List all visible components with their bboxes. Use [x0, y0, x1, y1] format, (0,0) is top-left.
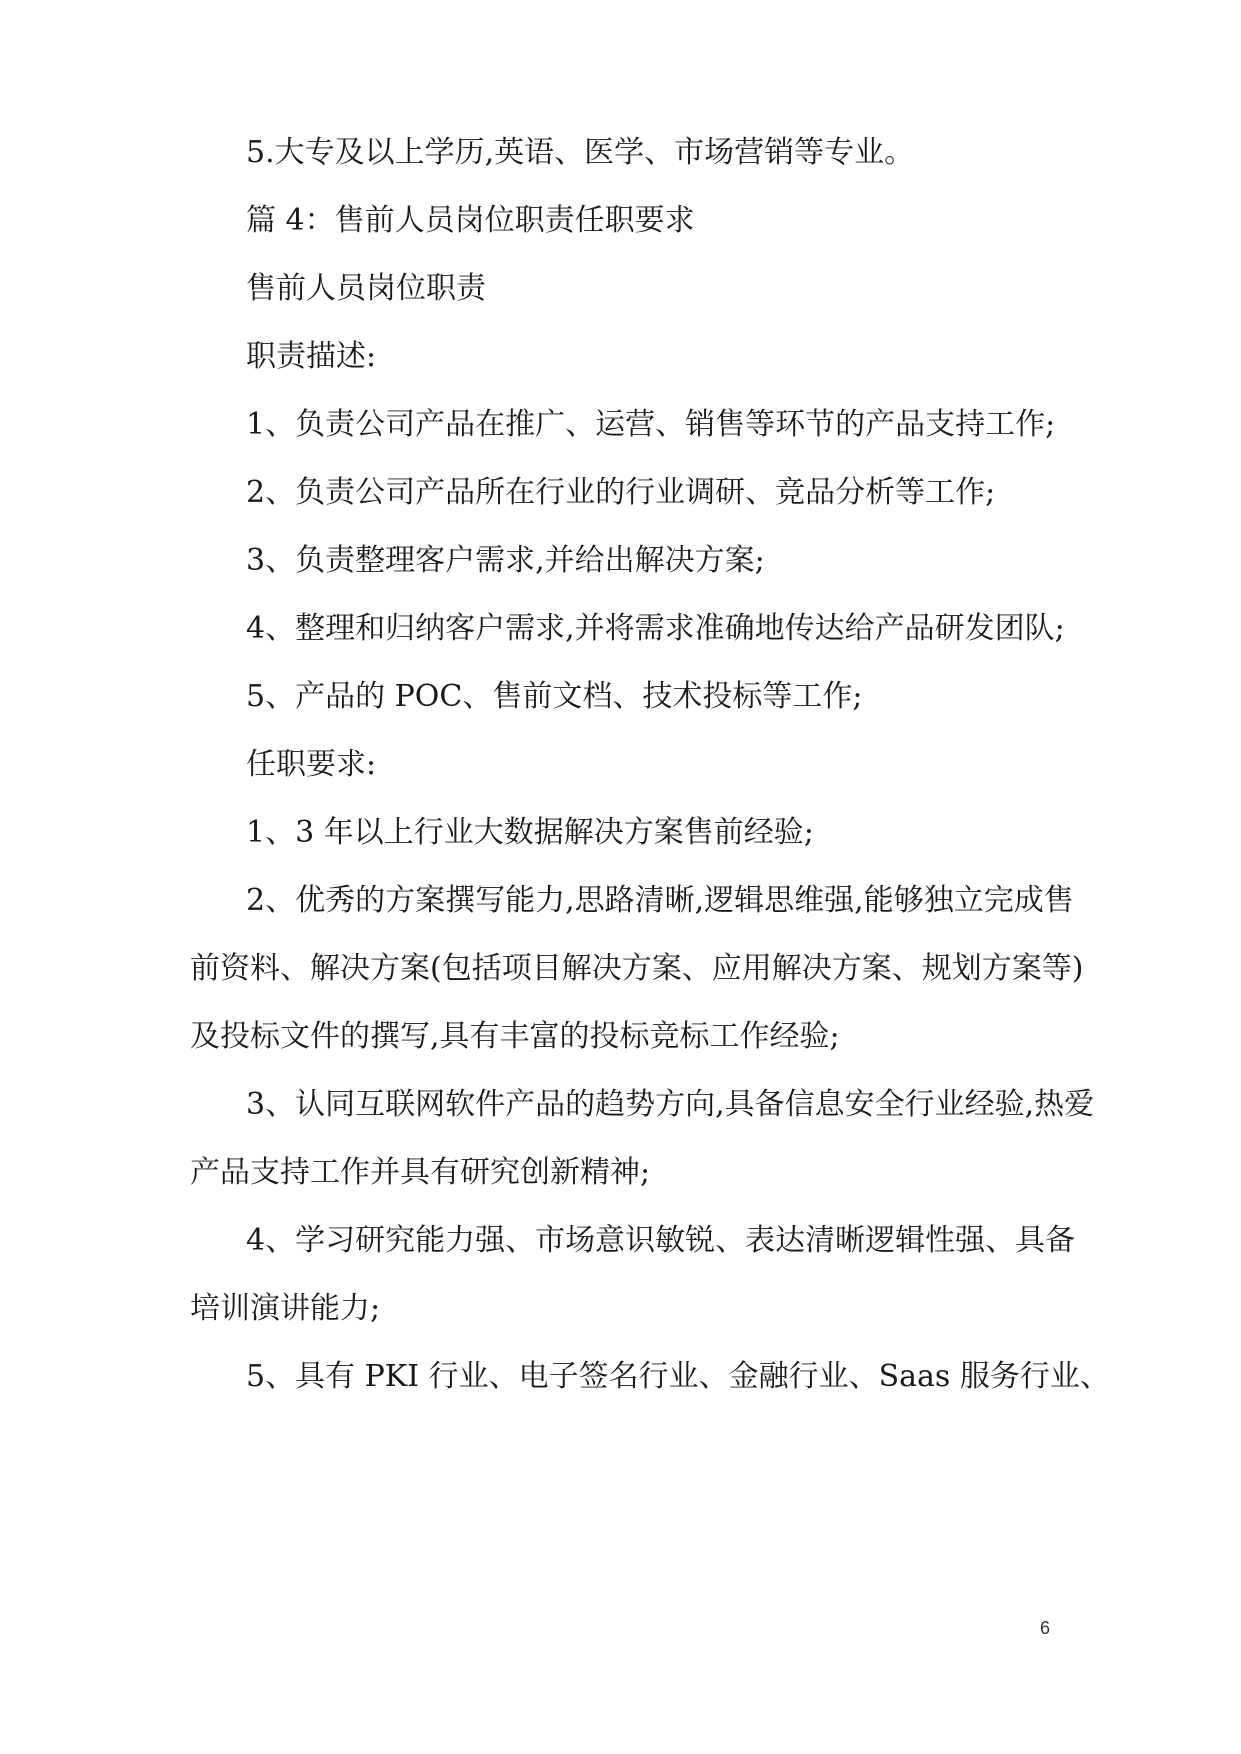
subheading: 任职要求:: [246, 747, 377, 782]
paragraph-line: 5.大专及以上学历,英语、医学、市场营销等专业。: [246, 135, 915, 170]
list-item: 3、认同互联网软件产品的趋势方向,具备信息安全行业经验,热爱: [246, 1087, 1095, 1122]
list-item: 4、学习研究能力强、市场意识敏锐、表达清晰逻辑性强、具备: [246, 1223, 1076, 1258]
list-item: 3、负责整理客户需求,并给出解决方案;: [246, 543, 765, 578]
list-item-continuation: 培训演讲能力;: [190, 1291, 381, 1326]
list-item: 5、具有 PKI 行业、电子签名行业、金融行业、Saas 服务行业、: [246, 1359, 1110, 1394]
list-item: 2、负责公司产品所在行业的行业调研、竞品分析等工作;: [246, 475, 996, 510]
list-item-continuation: 前资料、解决方案(包括项目解决方案、应用解决方案、规划方案等): [190, 951, 1084, 986]
list-item-continuation: 产品支持工作并具有研究创新精神;: [190, 1155, 651, 1190]
list-item: 1、负责公司产品在推广、运营、销售等环节的产品支持工作;: [246, 407, 1056, 442]
list-item: 4、整理和归纳客户需求,并将需求准确地传达给产品研发团队;: [246, 611, 1065, 646]
subheading: 售前人员岗位职责: [246, 271, 486, 306]
list-item-continuation: 及投标文件的撰写,具有丰富的投标竞标工作经验;: [190, 1019, 840, 1054]
list-item: 1、3 年以上行业大数据解决方案售前经验;: [246, 815, 814, 850]
list-item: 2、优秀的方案撰写能力,思路清晰,逻辑思维强,能够独立完成售: [246, 883, 1074, 918]
page-number: 6: [1040, 1618, 1051, 1638]
list-item: 5、产品的 POC、售前文档、技术投标等工作;: [246, 679, 863, 714]
subheading: 职责描述:: [246, 339, 377, 374]
section-heading: 篇 4：售前人员岗位职责任职要求: [246, 203, 695, 238]
